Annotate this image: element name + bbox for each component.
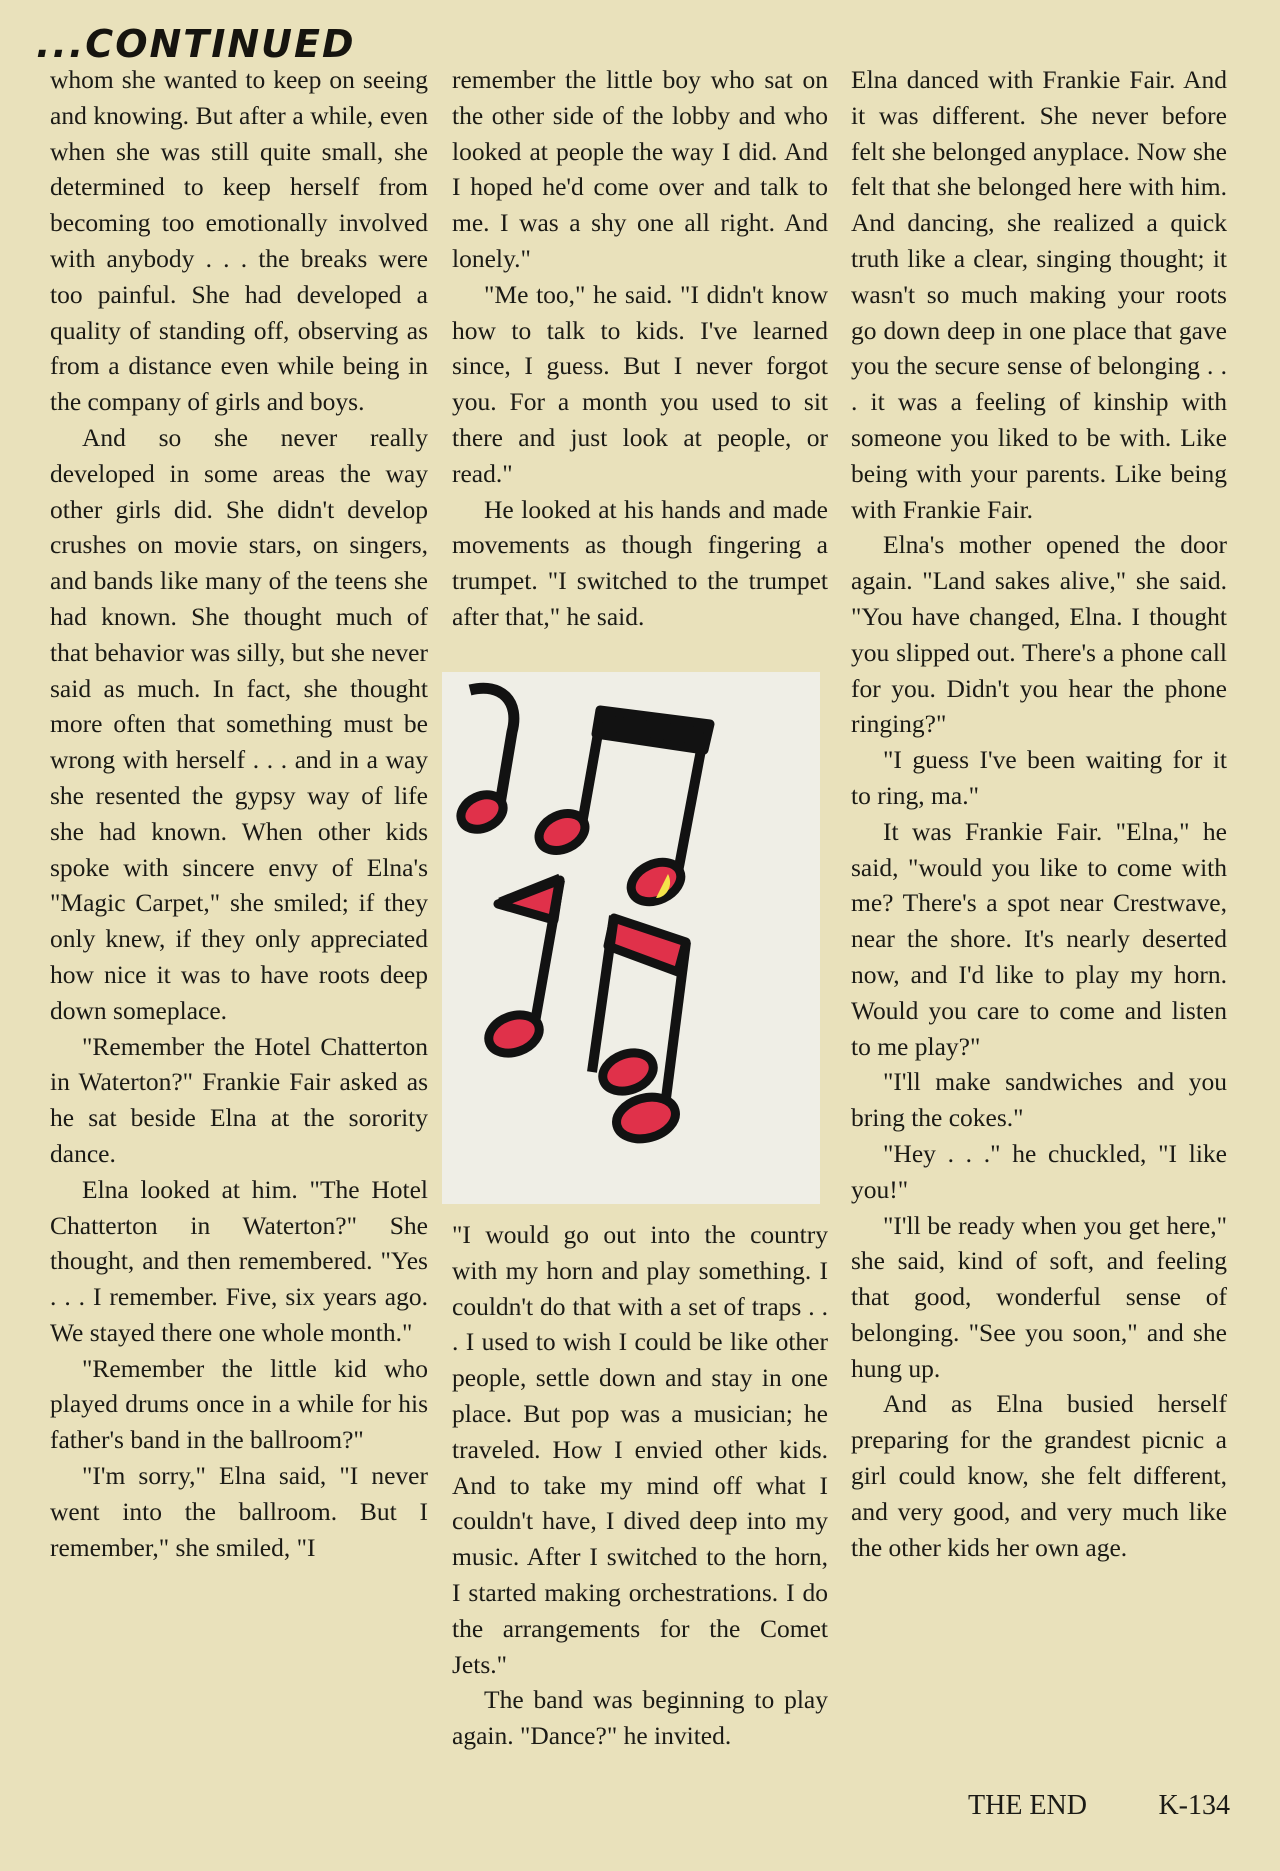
page-code: K-134 [1158,1790,1230,1821]
paragraph: It was Frankie Fair. "Elna," he said, "would you like to come with me? There's a spot near Crestwave, near the shore. It's nearly deserted now, and I'd like to play my horn. Would you care to come and listen to me play?" [851,816,1227,1061]
paragraph: And so she never really developed in some areas the way other girls did. She didn't develop crushes on movie stars, on singers, and bands like many of the teens she had known. She thought much of that behavior was silly, but she never said as much. In fact, she thought more often that something must be wrong with herself . . . and in a way she resented the gypsy way of life she had known. When other kids spoke with sincere envy of Elna's "Magic Carpet," she smiled; if they only knew, if they only appreciated how nice it was to have roots deep down someplace. [50,422,428,1025]
paragraph: "I'm sorry," Elna said, "I never went into the ballroom. But I remember," she smiled, "I [50,1461,428,1562]
paragraph: And as Elna busied herself preparing for the grandest picnic a girl could know, she felt different, and very good, and very much like the other kids her own age. [851,1389,1227,1562]
paragraph: The band was beginning to play again. "Dance?" he invited. [452,1685,828,1751]
text-column-3 [851,62,1227,1565]
paragraph: "I'll make sandwiches and you bring the cokes." [851,1067,1227,1133]
paragraph: Elna danced with Frankie Fair. And it was different. She never before felt she belonged anyplace. Now she felt that she belonged here with him. And dancing, she realized a quick truth like a clear, singing thought; it wasn't so much making your roots go down deep in one place that gave you the secure sense of belonging . . . it was a feeling of kinship with someone you liked to be with. Like being with your parents. Like being with Frankie Fair. [851,65,1227,524]
continued-header: ...CONTINUED [36,22,356,66]
paragraph: "I guess I've been waiting for it to ring, ma." [851,745,1227,810]
paragraph: remember the little boy who sat on the other side of the lobby and who looked at people the way I did. And I hoped he'd come over and talk to me. I was a shy one all right. And lonely." [452,65,828,273]
paragraph: "I'll be ready when you get here," she said, kind of soft, and feeling that good, wonderful sense of belonging. "See you soon," and she hung up. [851,1210,1227,1383]
paragraph: "Remember the little kid who played drums once in a while for his father's band in the ballroom?" [50,1353,428,1455]
paragraph: "Me too," he said. "I didn't know how to talk to kids. I've learned since, I guess. But I never forgot you. For a month you used to sit there and just look at people, or read." [452,279,828,488]
paragraph: whom she wanted to keep on seeing and knowing. But after a while, even when she was still quite small, she determined to keep herself from becoming too emotionally involved with anybody . . . the breaks were too painful. She had developed a quality of standing off, observing as from a distance even while being in the company of girls and boys. [50,65,428,417]
the-end-label: THE END [968,1790,1087,1821]
text-column-1 [50,62,428,1565]
text-column-2-top [452,62,828,635]
music-notes-icon [442,672,820,1204]
text-column-2-bottom [452,1217,828,1754]
paragraph: Elna looked at him. "The Hotel Chatterton in Waterton?" She thought, and then remembered. "Yes . . . I remember. Five, six years ago. We stayed there one whole month." [50,1174,428,1347]
paragraph: He looked at his hands and made movements as though fingering a trumpet. "I switched to the trumpet after that," he said. [452,494,828,631]
paragraph: "Remember the Hotel Chatterton in Waterton?" Frankie Fair asked as he sat beside Elna at the sorority dance. [50,1031,428,1168]
paragraph: "I would go out into the country with my horn and play something. I couldn't do that with a set of traps . . . I used to wish I could be like other people, settle down and stay in one place. But pop was a musician; he traveled. How I envied other kids. And to take my mind off what I couldn't have, I dived deep into my music. After I switched to the horn, I started making orchestrations. I do the arrangements for the Comet Jets." [452,1220,828,1679]
music-notes-illustration [442,672,820,1204]
page-footer [968,1790,1230,1822]
paragraph: "Hey . . ." he chuckled, "I like you!" [851,1138,1227,1204]
paragraph: Elna's mother opened the door again. "Land sakes alive," she said. "You have changed, Elna. I thought you slipped out. There's a phone call for you. Didn't you hear the phone ringing?" [851,530,1227,739]
